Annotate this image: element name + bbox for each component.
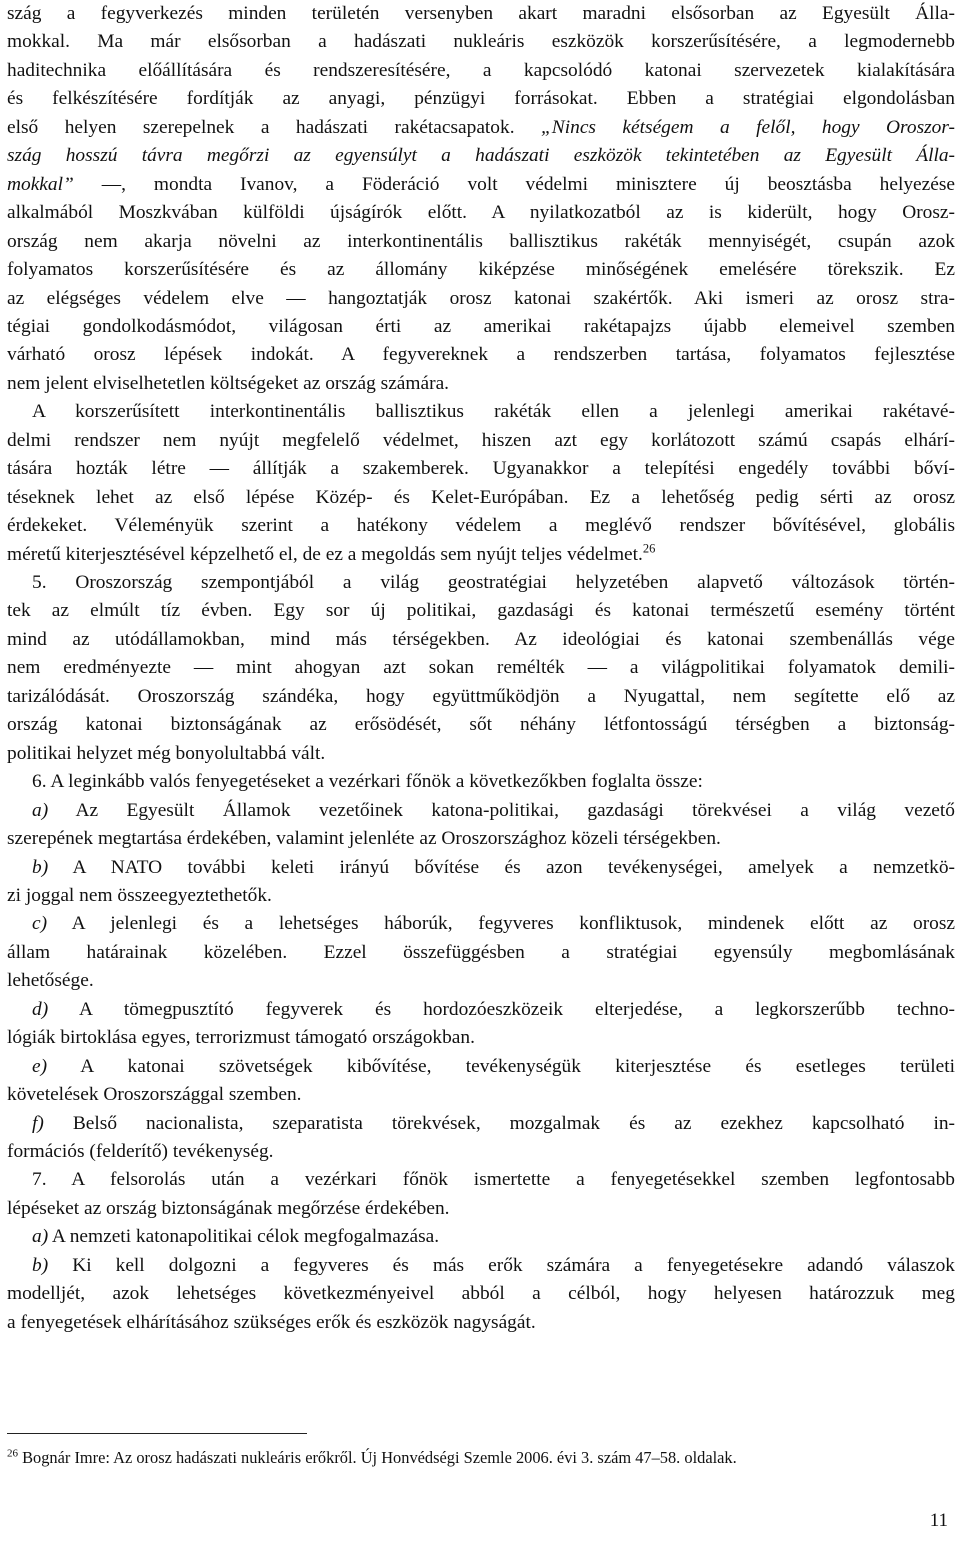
text-line: [7, 427, 955, 455]
text-line: [32, 768, 955, 796]
text-line: [32, 910, 955, 938]
text-line: [7, 683, 955, 711]
text-line: [7, 1309, 955, 1337]
text-line: [7, 1024, 955, 1052]
text-segment: folyamatos korszerűsítésére és az állomány kiképzése minőségének emelésére törekszik. Ez: [7, 259, 955, 281]
text-segment: Az Egyesült Államok vezetőinek katona-politikai, gazdasági törekvései a világ vezető: [48, 799, 955, 821]
text-segment: A jelenlegi és a lehetséges háborúk, fegyveres konfliktusok, mindenek előtt az orosz: [47, 913, 955, 935]
text-segment: követelések Oroszországgal szemben.: [7, 1084, 302, 1106]
text-line: [32, 398, 955, 426]
italic-text: a): [32, 799, 49, 821]
text-segment: alkalmából Moszkvában külföldi újságírók előtt. A nyilatkozatból az is kiderült, hogy Orosz-: [7, 202, 955, 224]
italic-text: b): [32, 856, 49, 878]
text-line: [7, 1195, 955, 1223]
footnote-separator: [7, 1433, 307, 1434]
text-line: [7, 142, 955, 170]
italic-text: e): [32, 1055, 48, 1077]
text-segment: modelljét, azok lehetséges következményeivel abból a célból, hogy helyesen határozzuk meg: [7, 1283, 955, 1305]
text-segment: lehetősége.: [7, 970, 94, 992]
text-segment: 5. Oroszország szempontjából a világ geostratégiai helyzetében alapvető változások történ-: [32, 572, 955, 593]
footnote: [7, 1447, 955, 1469]
text-segment: nem eredményezte — mint ahogyan azt sokan remélték — a világpolitikai folyamatok demili-: [7, 657, 955, 679]
text-segment: ország katonai biztonságának az erősödését, sőt néhány létfontosságú térségben a biztonság-: [7, 714, 955, 736]
text-segment: A korszerűsített interkontinentális ballisztikus rakéták ellen a jelenlegi amerikai rakétavé-: [32, 401, 955, 423]
text-segment: 6. A leginkább valós fenyegetéseket a vezérkari főnök a következőkben foglalta össze:: [32, 771, 703, 793]
page-number: 11: [929, 1510, 948, 1531]
text-line: [7, 341, 955, 369]
text-line: [32, 1252, 955, 1280]
text-segment: várható orosz lépések indokát. A fegyvereknek a rendszerben tartása, folyamatos fejlesztése: [7, 344, 955, 366]
text-segment: A tömegpusztító fegyverek és hordozóeszközeik elterjedése, a legkorszerűbb techno-: [48, 998, 955, 1020]
text-segment: tek az elmúlt tíz évben. Egy sor új politikai, gazdasági és katonai természetű esemény történt: [7, 600, 955, 622]
italic-text: mokkal”: [7, 173, 74, 195]
text-segment: Ki kell dolgozni a fegyveres és más erők számára a fenyegetésekre adandó válaszok: [48, 1254, 955, 1276]
text-line: [32, 1223, 955, 1251]
text-line: [7, 597, 955, 625]
text-line: [7, 967, 955, 995]
text-line: [32, 1166, 955, 1194]
text-segment: a fenyegetések elhárításához szükséges erők és eszközök nagyságát.: [7, 1311, 536, 1333]
text-segment: tégiai gondolkodásmódot, világosan érti az amerikai rakétapajzs újabb elemeivel szemben: [7, 315, 955, 337]
text-line: [32, 1110, 955, 1138]
text-segment: szerepének megtartása érdekében, valamint jelenléte az Oroszországhoz közeli térségekben.: [7, 828, 721, 850]
text-line: [32, 1053, 955, 1081]
text-line: [7, 85, 955, 113]
text-segment: haditechnika előállítására és rendszeresítésére, a kapcsolódó katonai szervezetek kialakítására: [7, 59, 955, 81]
text-line: [7, 1081, 955, 1109]
text-line: [7, 711, 955, 739]
text-line: [32, 569, 955, 597]
text-line: [7, 228, 955, 256]
italic-text: b): [32, 1254, 49, 1276]
text-segment: első helyen szerepelnek a hadászati rakétacsapatok.: [7, 116, 542, 138]
text-line: [7, 114, 955, 142]
italic-text: c): [32, 913, 48, 935]
text-line: [7, 512, 955, 540]
text-line: [7, 0, 955, 28]
text-segment: zi joggal nem összeegyeztethetők.: [7, 884, 272, 906]
text-segment: szág a fegyverkezés minden területén versenyben akart maradni elsősorban az Egyesült Álla-: [7, 3, 955, 24]
text-line: [7, 882, 955, 910]
text-segment: tására hozták létre — állítják a szakemberek. Ugyanakkor a telepítési engedély további bőví-: [7, 458, 955, 480]
text-segment: téseknek lehet az első lépése Közép- és Kelet-Európában. Ez a lehetőség pedig sérti az orosz: [7, 486, 955, 508]
footnote-number: 26: [7, 1447, 18, 1460]
text-segment: —, mondta Ivanov, a Föderáció volt védelmi minisztere új beosztásba helyezése: [73, 173, 955, 195]
text-line: [7, 171, 955, 199]
text-line: [7, 313, 955, 341]
text-segment: lépéseket az ország biztonságának megőrzése érdekében.: [7, 1197, 450, 1219]
text-line: [7, 256, 955, 284]
text-segment: formációs (felderítő) tevékenység.: [7, 1141, 274, 1162]
text-line: [7, 939, 955, 967]
text-line: [7, 285, 955, 313]
text-line: [7, 1280, 955, 1308]
text-line: [32, 996, 955, 1024]
text-line: [7, 455, 955, 483]
text-segment: 7. A felsorolás után a vezérkari főnök ismertette a fenyegetésekkel szemben legfontosabb: [32, 1169, 955, 1191]
text-segment: érdekeket. Véleményük szerint a hatékony védelem a meglévő rendszer bővítésével, globális: [7, 515, 955, 537]
text-segment: mind az utódállamokban, mind más térségekben. Az ideológiai és katonai szembenállás vége: [7, 628, 955, 650]
text-line: [7, 541, 955, 569]
italic-text: a): [32, 1226, 49, 1248]
text-segment: politikai helyzet még bonyolultabbá vált.: [7, 742, 326, 764]
text-segment: Belső nacionalista, szeparatista törekvések, mozgalmak és az ezekhez kapcsolható in-: [43, 1112, 955, 1134]
text-line: [7, 740, 955, 768]
footnote-reference: 26: [642, 541, 656, 556]
text-line: [7, 370, 955, 398]
text-line: [32, 797, 955, 825]
footnote-text: Bognár Imre: Az orosz hadászati nukleáris erőkről. Új Honvédségi Szemle 2006. évi 3. szám 47–58. oldalak.: [18, 1448, 737, 1467]
text-segment: az elégséges védelem elve — hangoztatják orosz katonai szakértők. Aki ismeri az orosz stra-: [7, 287, 955, 309]
italic-text: szág hosszú távra megőrzi az egyensúlyt a hadászati eszközök tekintetében az Egyesült Álla-: [7, 145, 955, 167]
text-segment: A NATO további keleti irányú bővítése és azon tevékenységei, amelyek a nemzetkö-: [48, 856, 955, 878]
text-line: [7, 28, 955, 56]
text-segment: lógiák birtoklása egyes, terrorizmust támogató országokban.: [7, 1027, 475, 1049]
italic-text: f): [32, 1112, 44, 1134]
text-line: [7, 57, 955, 85]
text-segment: A katonai szövetségek kibővítése, tevékenységük kiterjesztése és esetleges területi: [47, 1055, 955, 1077]
text-line: [7, 1138, 955, 1166]
text-segment: mokkal. Ma már elsősorban a hadászati nukleáris eszközök korszerűsítésére, a legmodernebb: [7, 31, 955, 53]
text-segment: tarizálódását. Oroszország szándéka, hogy együttműködjön a Nyugattal, nem segítette elő az: [7, 685, 955, 707]
text-segment: nem jelent elviselhetetlen költségeket az ország számára.: [7, 372, 450, 394]
text-segment: és felkészítésére fordítják az anyagi, pénzügyi forrásokat. Ebben a stratégiai elgondolásban: [7, 88, 955, 110]
text-line: [7, 654, 955, 682]
text-line: [7, 626, 955, 654]
text-segment: A nemzeti katonapolitikai célok megfogalmazása.: [48, 1226, 440, 1248]
italic-text: „Nincs kétségem a felől, hogy Oroszor-: [541, 116, 955, 138]
text-segment: delmi rendszer nem nyújt megfelelő védelmet, hiszen azt egy korlátozott számú csapás elhárí-: [7, 429, 955, 451]
text-line: [7, 199, 955, 227]
text-segment: ország nem akarja növelni az interkontinentális ballisztikus rakéták mennyiségét, csupán azok: [7, 230, 955, 252]
text-segment: állam határainak közelében. Ezzel összefüggésben a stratégiai egyensúly megbomlásának: [7, 941, 955, 963]
text-line: [7, 484, 955, 512]
text-line: [7, 825, 955, 853]
text-line: [32, 854, 955, 882]
text-segment: méretű kiterjesztésével képzelhető el, de ez a megoldás sem nyújt teljes védelmet.: [7, 543, 643, 565]
italic-text: d): [32, 998, 49, 1020]
